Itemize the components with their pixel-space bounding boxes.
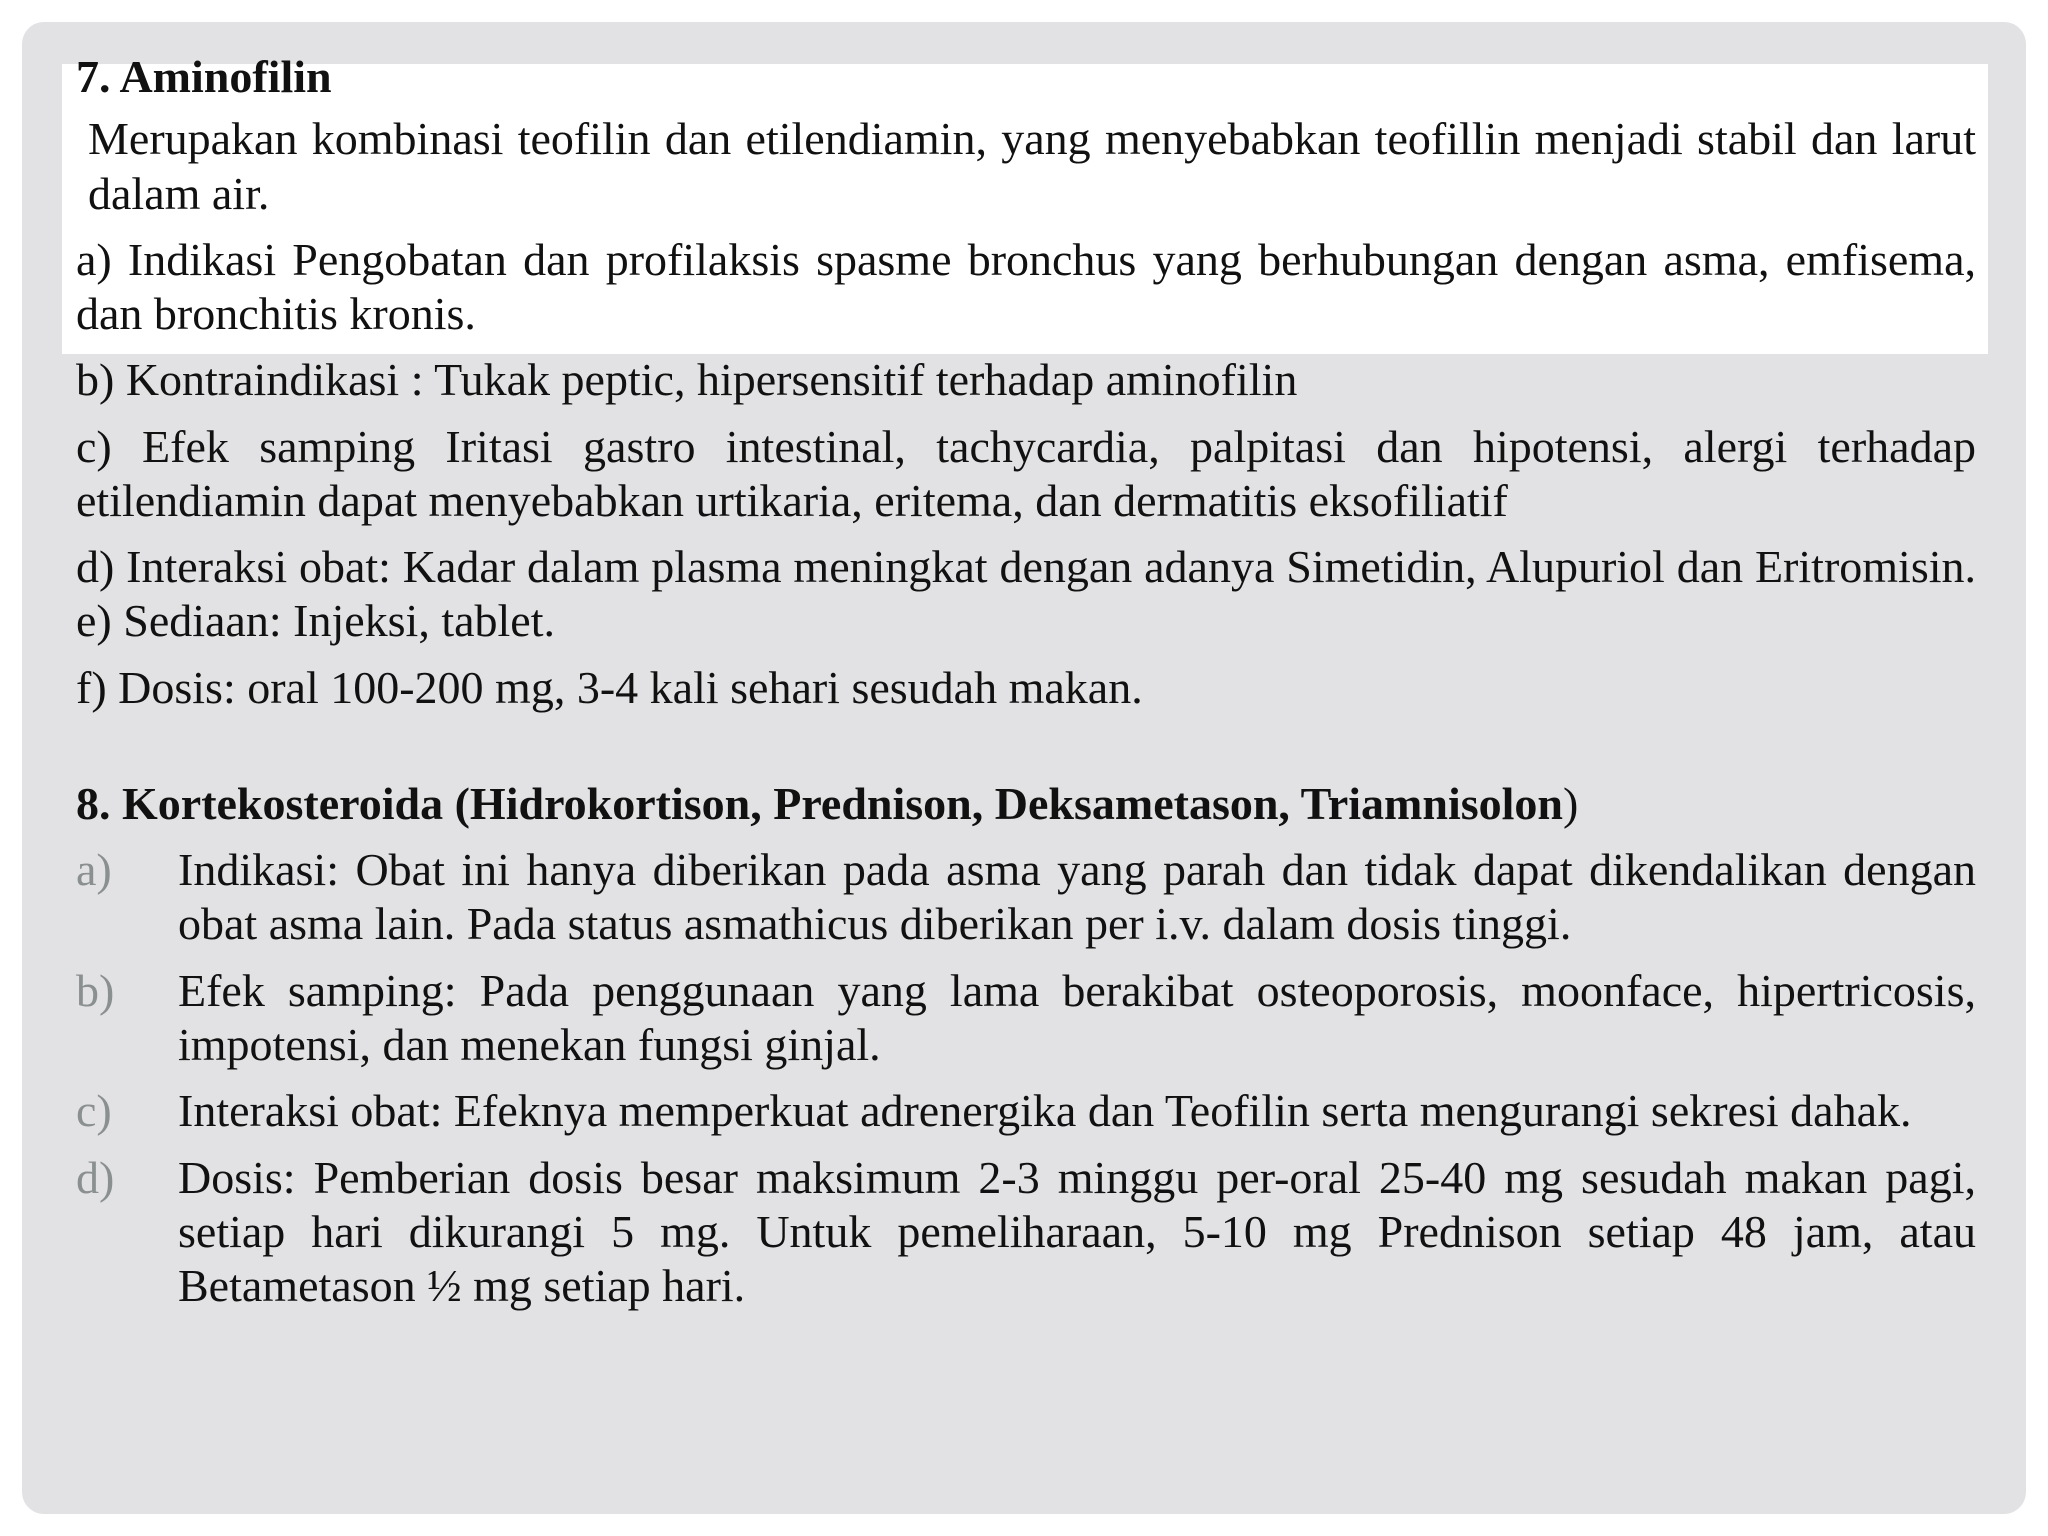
section-8-list: [76, 843, 1976, 1313]
list-item-text: Efek samping: Pada penggunaan yang lama berakibat osteoporosis, moonface, hipertricosis, impotensi, dan menekan fungsi ginjal.: [178, 964, 1976, 1070]
list-item-text: Interaksi obat: Efeknya memperkuat adrenergika dan Teofilin serta mengurangi sekresi dahak.: [178, 1085, 1912, 1137]
list-marker: b): [76, 964, 115, 1016]
list-marker: d): [76, 1151, 115, 1203]
list-item: [76, 1084, 1976, 1138]
section-7-item-f: f) Dosis: oral 100-200 mg, 3-4 kali sehari sesudah makan.: [76, 661, 1143, 713]
list-item: [76, 843, 1976, 952]
list-item: [76, 964, 1976, 1073]
list-marker: c): [76, 1085, 112, 1137]
section-7-intro: Merupakan kombinasi teofilin dan etilendiamin, yang menyebabkan teofillin menjadi stabil dan larut dalam air.: [88, 113, 1976, 219]
section-7-item-c: c) Efek samping Iritasi gastro intestinal, tachycardia, palpitasi dan hipotensi, alergi terhadap etilendiamin dapat menyebabkan urtikaria, eritema, dan dermatitis eksofiliatif: [76, 420, 1976, 526]
section-8-title: [76, 777, 1976, 831]
section-7-item-b: b) Kontraindikasi : Tukak peptic, hipersensitif terhadap aminofilin: [76, 354, 1298, 406]
list-item: [76, 1151, 1976, 1314]
section-7-item-d: d) Interaksi obat: Kadar dalam plasma meningkat dengan adanya Simetidin, Alupuriol dan Eritromisin. e) Sediaan: Injeksi, tablet.: [76, 541, 1976, 647]
section-8-title-suffix: ): [1563, 777, 1579, 829]
list-item-text: Indikasi: Obat ini hanya diberikan pada asma yang parah dan tidak dapat dikendalikan dengan obat asma lain. Pada status asmathicus diberikan per i.v. dalam dosis tinggi.: [178, 844, 1976, 950]
section-7-title: 7. Aminofilin: [76, 51, 332, 102]
section-7-item-a: a) Indikasi Pengobatan dan profilaksis spasme bronchus yang berhubungan dengan asma, emfisema, dan bronchitis kronis.: [76, 233, 1976, 340]
list-item-text: Dosis: Pemberian dosis besar maksimum 2-3 minggu per-oral 25-40 mg sesudah makan pagi, setiap hari dikurangi 5 mg. Untuk pemeliharaan, 5-10 mg Prednison setiap 48 jam, atau Betametason ½ mg setiap hari.: [178, 1151, 1976, 1312]
slide-content: [76, 50, 1976, 1325]
section-8-title-text: 8. Kortekosteroida (Hidrokortison, Prednison, Deksametason, Triamnisolon: [76, 777, 1564, 829]
list-marker: a): [76, 844, 112, 896]
